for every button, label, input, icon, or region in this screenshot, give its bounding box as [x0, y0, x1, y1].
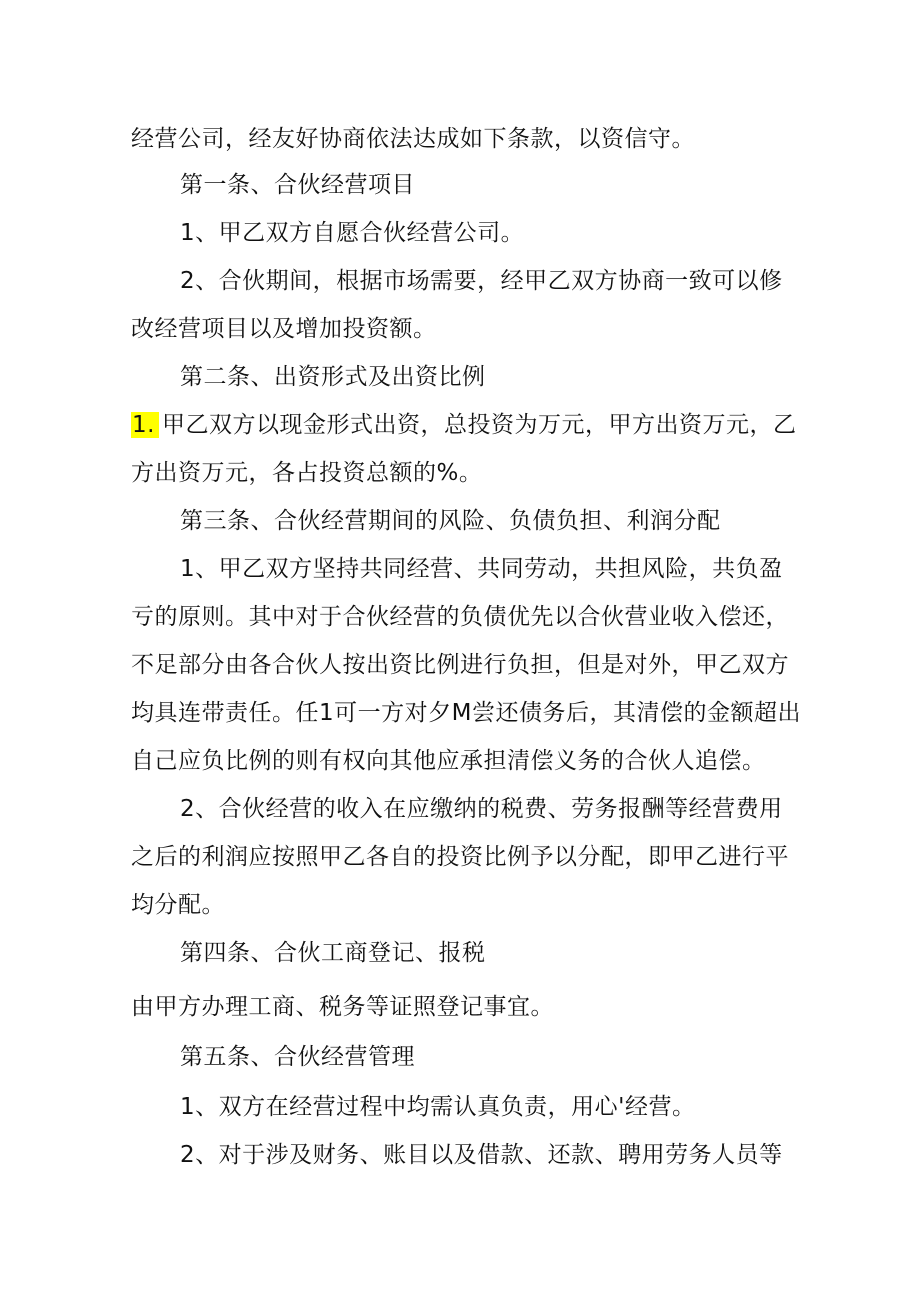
article-5-heading: 第五条、合伙经营管理	[180, 1044, 415, 1070]
paragraph-line: 由甲方办理工商、税务等证照登记事宜。	[131, 994, 554, 1020]
paragraph-line: 亏的原则。其中对于合伙经营的负债优先以合伙营业收入偿还，	[131, 604, 789, 630]
article-1-heading: 第一条、合伙经营项目	[180, 172, 415, 198]
paragraph-line: 不足部分由各合伙人按出资比例进行负担，但是对外，甲乙双方	[131, 652, 789, 678]
paragraph-line: 方出资万元，各占投资总额的%。	[131, 460, 483, 486]
paragraph-line: 2、合伙经营的收入在应缴纳的税费、劳务报酬等经营费用	[180, 796, 783, 822]
paragraph-line: 均具连带责任。任1可一方对夕M尝还债务后，其清偿的金额超出	[131, 700, 801, 726]
paragraph-line: 2、对于涉及财务、账目以及借款、还款、聘用劳务人员等	[180, 1142, 783, 1168]
paragraph-line: 2、合伙期间，根据市场需要，经甲乙双方协商一致可以修	[180, 268, 783, 294]
paragraph-line-highlighted	[131, 410, 796, 440]
paragraph-line: 1、甲乙双方坚持共同经营、共同劳动，共担风险，共负盈	[180, 556, 783, 582]
paragraph-line: 1、甲乙双方自愿合伙经营公司。	[180, 220, 525, 246]
paragraph-text: 甲乙双方以现金形式出资，总投资为万元，甲方出资万元，乙	[161, 412, 797, 438]
paragraph-line: 1、双方在经营过程中均需认真负责，用心'经营。	[180, 1094, 696, 1120]
paragraph-line: 自己应负比例的则有权向其他应承担清偿义务的合伙人追偿。	[131, 748, 766, 774]
highlighted-list-marker: 1.	[131, 412, 159, 438]
article-2-heading: 第二条、出资形式及出资比例	[180, 364, 486, 390]
paragraph-line: 之后的利润应按照甲乙各自的投资比例予以分配，即甲乙进行平	[131, 844, 789, 870]
paragraph-line: 经营公司，经友好协商依法达成如下条款，以资信守。	[131, 126, 695, 152]
paragraph-line: 均分配。	[131, 892, 225, 918]
article-3-heading: 第三条、合伙经营期间的风险、负债负担、利润分配	[180, 508, 721, 534]
paragraph-line: 改经营项目以及增加投资额。	[131, 316, 437, 342]
article-4-heading: 第四条、合伙工商登记、报税	[180, 940, 486, 966]
